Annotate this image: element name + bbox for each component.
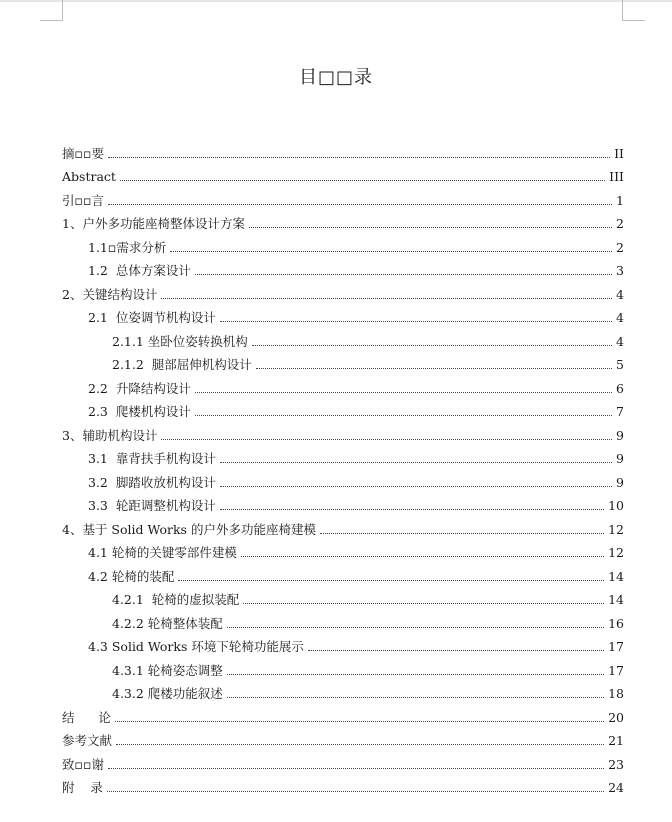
dot-leader [195,274,612,275]
toc-entry[interactable] [62,702,624,726]
toc-entry-label: 结 论 [62,709,111,725]
toc-entry[interactable] [62,608,624,632]
dot-leader [195,392,612,393]
toc-entry-label: 3.3 轮距调整机构设计 [88,498,216,513]
toc-entry[interactable] [62,397,624,421]
toc-entry-page: 14 [608,592,624,607]
toc-entry[interactable] [62,326,624,350]
toc-entry-page: 1 [616,192,624,208]
page-top-edge [0,0,672,2]
toc-entry-label: 2.2 升降结构设计 [88,380,191,396]
toc-entry[interactable] [62,279,624,303]
toc-entry-page: 2 [616,216,624,231]
table-of-contents [62,138,624,796]
toc-entry-label: 2、关键结构设计 [62,286,158,302]
toc-entry[interactable] [62,138,624,162]
toc-entry-page: 21 [608,733,624,748]
dot-leader [108,768,604,769]
toc-entry[interactable] [62,749,624,773]
dot-leader [161,298,612,299]
toc-entry-page: 10 [608,498,624,513]
toc-entry[interactable] [62,538,624,562]
dot-leader [108,204,612,205]
toc-entry[interactable] [62,444,624,468]
dot-leader [178,580,604,581]
toc-entry[interactable] [62,467,624,491]
toc-entry[interactable] [62,514,624,538]
toc-entry[interactable] [62,232,624,256]
dot-leader [243,603,604,604]
toc-entry[interactable] [62,303,624,327]
toc-entry-page: 4 [616,333,624,349]
toc-entry-page: 2 [616,239,624,255]
toc-entry-label: 参考文献 [62,733,113,748]
toc-entry-label: 2.3 爬楼机构设计 [88,404,191,419]
toc-entry-label: 摘▫▫要 [62,145,104,161]
toc-entry-label: 4.2.1 轮椅的虚拟装配 [112,592,240,607]
dot-leader [161,439,612,440]
toc-entry-page: 9 [616,451,624,466]
dot-leader [220,462,612,463]
dot-leader [220,509,604,510]
toc-entry-label: 2.1 位姿调节机构设计 [88,310,216,325]
toc-title: 目□□录 [298,67,373,88]
toc-entry-page: 16 [608,615,624,631]
toc-entry-label: Abstract [62,169,116,184]
toc-entry-page: 4 [616,286,624,302]
dot-leader [195,415,612,416]
toc-entry-page: 17 [608,662,624,678]
toc-entry-page: 14 [608,568,624,584]
toc-entry-label: 1.1▫需求分析 [88,239,167,255]
toc-entry[interactable] [62,585,624,609]
toc-entry[interactable] [62,420,624,444]
toc-entry-page: 5 [616,357,624,372]
toc-entry-page: 7 [616,404,624,419]
dot-leader [220,321,612,322]
toc-entry-page: 4 [616,310,624,325]
toc-entry[interactable] [62,162,624,186]
toc-entry-label: 4.3.2 爬楼功能叙述 [112,686,223,701]
toc-entry-page: 9 [616,474,624,490]
toc-entry-page: II [614,145,624,161]
dot-leader [227,627,604,628]
toc-entry-label: 1、户外多功能座椅整体设计方案 [62,216,245,231]
toc-entry-label: 致▫▫谢 [62,756,104,772]
toc-entry-label: 3.1 靠背扶手机构设计 [88,451,216,466]
margin-corner-mark-left [40,0,63,21]
toc-entry[interactable] [62,679,624,703]
toc-entry[interactable] [62,561,624,585]
toc-entry[interactable] [62,655,624,679]
toc-entry-page: 23 [608,756,624,772]
toc-entry-label: 引▫▫言 [62,192,104,208]
toc-entry-page: 9 [616,427,624,443]
toc-entry-page: 24 [608,780,624,795]
toc-entry-page: 12 [608,521,624,537]
toc-entry-label: 3.2 脚踏收放机构设计 [88,474,216,490]
toc-entry-page: III [609,169,624,184]
toc-entry-page: 17 [608,639,624,654]
dot-leader [241,556,604,557]
dot-leader [227,674,604,675]
toc-entry-page: 20 [608,709,624,725]
margin-corner-mark-right [622,0,645,21]
dot-leader [256,368,612,369]
dot-leader [116,744,604,745]
toc-entry-page: 12 [608,545,624,560]
toc-entry[interactable] [62,209,624,233]
toc-entry-page: 6 [616,380,624,396]
toc-entry-label: 4.1 轮椅的关键零部件建模 [88,545,237,560]
toc-entry-label: 4.2.2 轮椅整体装配 [112,615,223,631]
toc-entry[interactable] [62,350,624,374]
dot-leader [115,721,604,722]
toc-entry-label: 4.2 轮椅的装配 [88,568,175,584]
toc-entry-label: 4.3 Solid Works 环境下轮椅功能展示 [88,639,304,654]
dot-leader [120,180,605,181]
toc-entry[interactable] [62,773,624,797]
dot-leader [170,251,612,252]
toc-entry[interactable] [62,632,624,656]
toc-entry-label: 附 录 [62,780,103,795]
dot-leader [252,345,612,346]
toc-entry-label: 4.3.1 轮椅姿态调整 [112,662,223,678]
dot-leader [227,697,604,698]
dot-leader [107,791,604,792]
toc-entry-label: 2.1.2 腿部屈伸机构设计 [112,357,252,372]
dot-leader [249,227,612,228]
toc-entry[interactable] [62,373,624,397]
toc-entry[interactable] [62,256,624,280]
dot-leader [308,650,604,651]
toc-entry-label: 1.2 总体方案设计 [88,263,191,278]
toc-entry-label: 2.1.1 坐卧位姿转换机构 [112,333,248,349]
toc-entry-label: 3、辅助机构设计 [62,427,158,443]
dot-leader [220,486,612,487]
toc-entry-page: 18 [608,686,624,701]
toc-entry[interactable] [62,491,624,515]
dot-leader [320,533,604,534]
toc-entry[interactable] [62,185,624,209]
toc-entry[interactable] [62,726,624,750]
dot-leader [108,157,610,158]
toc-entry-page: 3 [616,263,624,278]
toc-entry-label: 4、基于 Solid Works 的户外多功能座椅建模 [62,521,316,537]
